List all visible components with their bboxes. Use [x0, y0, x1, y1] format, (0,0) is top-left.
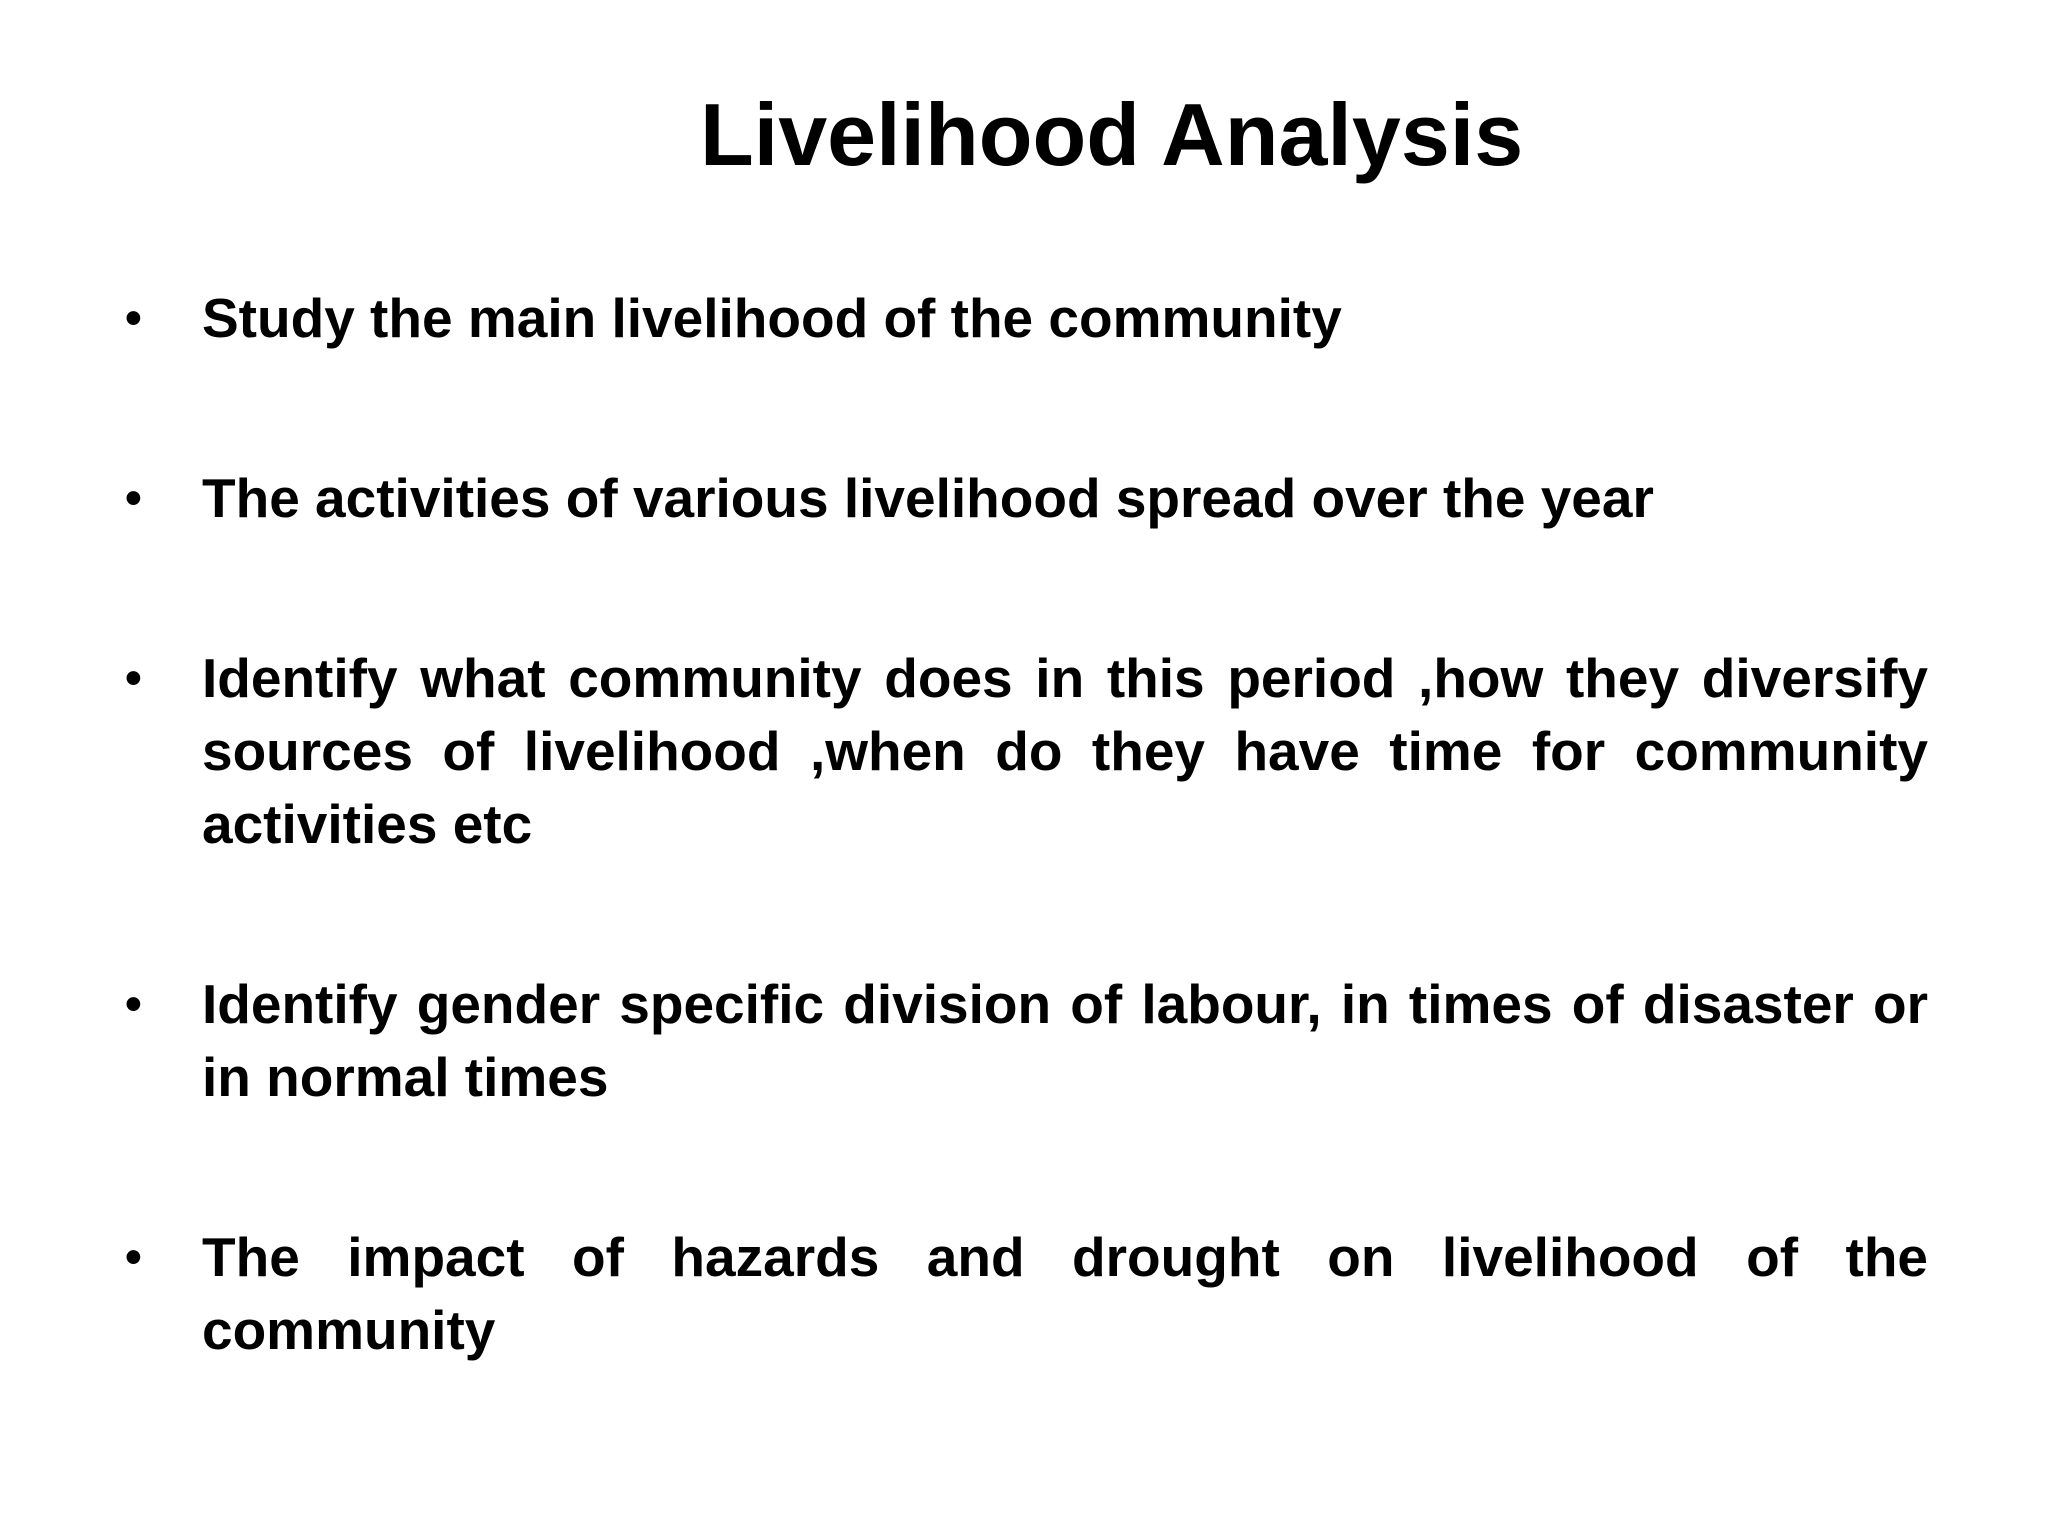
- bullet-item: [120, 1221, 1928, 1367]
- bullet-text: The impact of hazards and drought on livelihood of the community: [202, 1226, 1928, 1361]
- bullet-list: [120, 282, 1928, 1367]
- bullet-icon: •: [125, 1231, 142, 1284]
- slide-title: Livelihood Analysis: [700, 85, 1524, 184]
- bullet-item: [120, 642, 1928, 861]
- bullet-icon: •: [125, 978, 142, 1031]
- bullet-text: The activities of various livelihood spread over the year: [202, 467, 1654, 529]
- bullet-text: Study the main livelihood of the community: [202, 287, 1342, 349]
- bullet-text: Identify what community does in this period ,how they diversify sources of livelihood ,when do they have time for community activities etc: [202, 647, 1928, 855]
- bullet-text: Identify gender specific division of labour, in times of disaster or in normal times: [202, 973, 1928, 1108]
- bullet-icon: •: [125, 472, 142, 525]
- bullet-icon: •: [125, 652, 142, 705]
- bullet-item: [120, 462, 1928, 535]
- bullet-icon: •: [125, 292, 142, 345]
- bullet-item: [120, 282, 1928, 355]
- bullet-item: [120, 968, 1928, 1114]
